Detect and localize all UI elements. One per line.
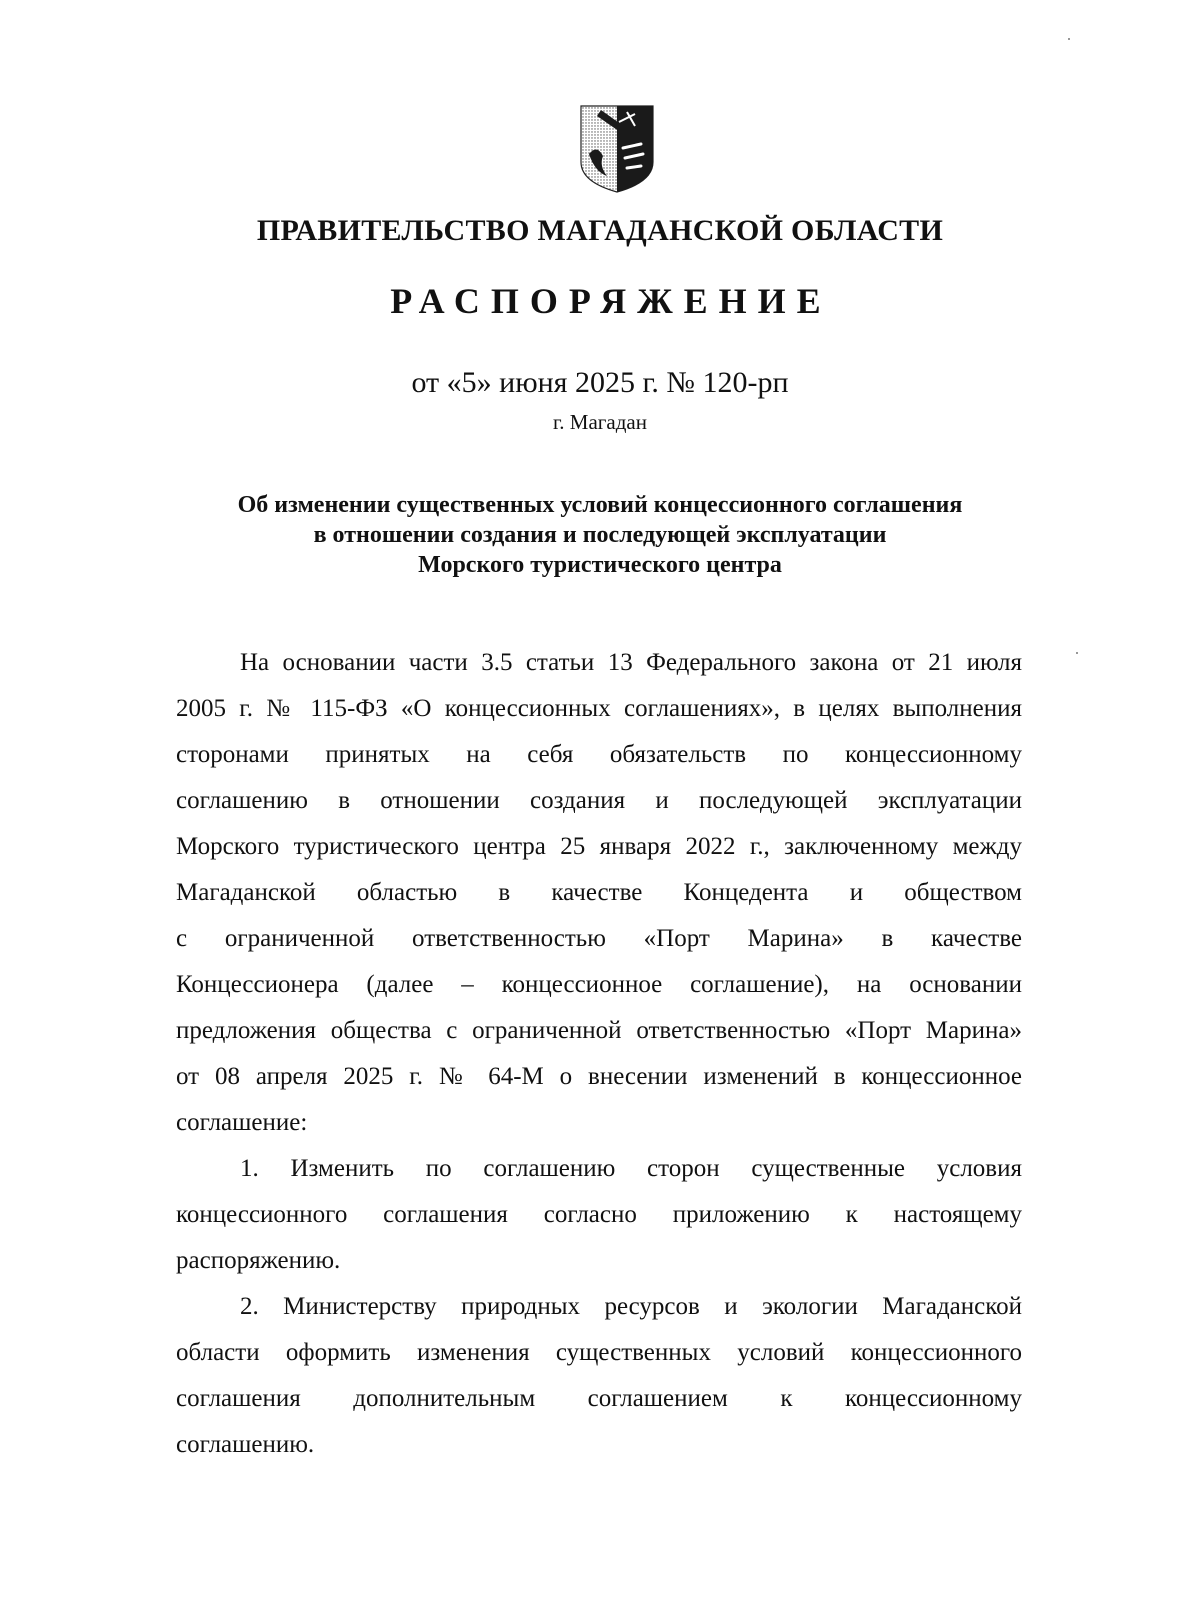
text-line: Морского туристического центра 25 января 2022 г., заключенному между [176,833,1022,860]
text-line: соглашение: [176,1109,308,1136]
preamble-paragraph [176,640,1022,1146]
government-name: ПРАВИТЕЛЬСТВО МАГАДАНСКОЙ ОБЛАСТИ [256,214,944,247]
item-1-paragraph [176,1146,1022,1284]
text-line: соглашению. [176,1431,315,1458]
coat-of-arms-emblem [579,104,655,194]
text-line: распоряжению. [176,1247,341,1274]
text-line: области оформить изменения существенных условий концессионного [176,1339,1022,1366]
text-line: Магаданской областью в качестве Концедента и обществом [176,879,1022,906]
text-line: предложения общества с ограниченной ответственностью «Порт Марина» [176,1017,1022,1044]
text-line: соглашению в отношении создания и последующей эксплуатации [176,787,1022,814]
document-body [176,640,1022,1468]
text-line: от 08 апреля 2025 г. № 64-М о внесении изменений в концессионное [176,1063,1022,1090]
title-line: в отношении создания и последующей эксплуатации [313,522,887,548]
text-line: соглашения дополнительным соглашением к концессионному [176,1385,1022,1412]
scan-speck [1068,38,1070,40]
text-line: концессионного соглашения согласно приложению к настоящему [176,1201,1022,1228]
text-line: сторонами принятых на себя обязательств по концессионному [176,741,1022,768]
text-line: Концессионера (далее – концессионное соглашение), на основании [176,971,1022,998]
item-2-paragraph [176,1284,1022,1468]
date-and-number: от «5» июня 2025 г. № 120-рп [411,366,789,399]
text-line: На основании части 3.5 статьи 13 Федерального закона от 21 июля [240,649,1022,676]
text-line: 2005 г. № 115-ФЗ «О концессионных соглашениях», в целях выполнения [176,695,1022,722]
city: г. Магадан [553,410,647,434]
text-line: 1. Изменить по соглашению сторон существенные условия [240,1155,1022,1182]
scan-speck [1076,652,1078,654]
text-line: с ограниченной ответственностью «Порт Марина» в качестве [176,925,1022,952]
document-type: РАСПОРЯЖЕНИЕ [390,281,832,321]
title-line: Морского туристического центра [418,552,782,578]
title-line: Об изменении существенных условий концессионного соглашения [237,492,963,518]
document-title [0,490,1200,580]
text-line: 2. Министерству природных ресурсов и экологии Магаданской [240,1293,1022,1320]
